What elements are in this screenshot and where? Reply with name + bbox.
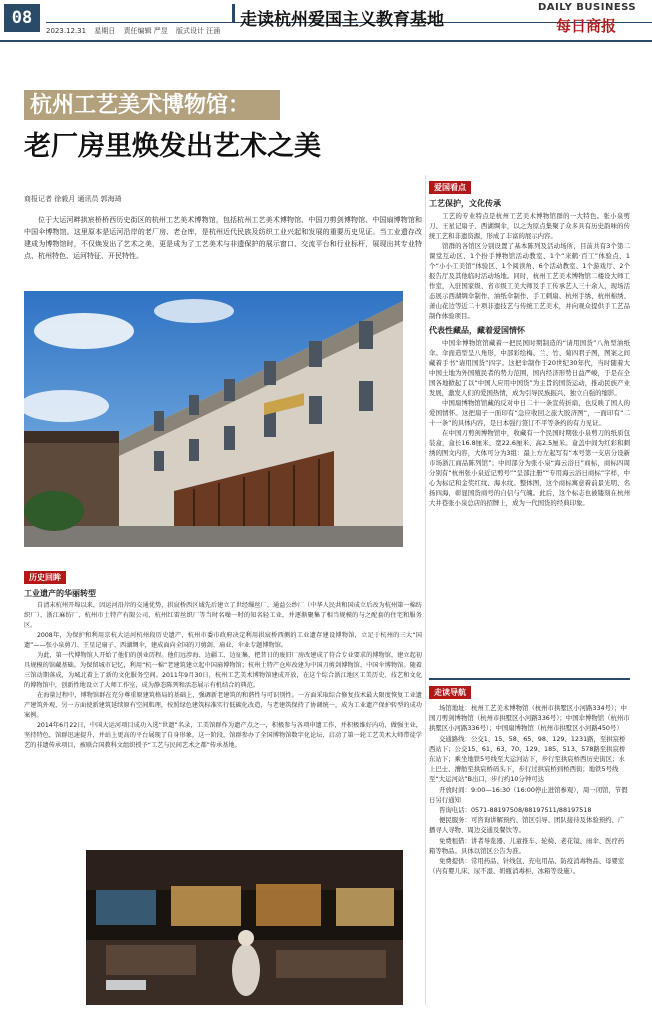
article-headline: 老厂房里焕发出艺术之美 [24, 131, 321, 162]
guide-services: 便民服务：可咨询讲解预约、馆区引导、团队接待及体验预约、广播寻人寻物、周边交通及餐饮等。 [429, 816, 625, 835]
issue-meta [46, 26, 226, 36]
guide-body [429, 703, 630, 876]
feature-paragraph: 中国伞博物馆馆藏着一把民国时期制造的“请用国货”八角型油纸伞。伞面造型呈八角形，中部彩绘梅、兰、竹、菊四君子图，图案之间藏着手书“请用国货”四字。这把伞制作于20世纪30年代，当时随着大中国土地为外国殖民者的势力范围，国内经济形势日益严峻，于是在全国各地掀起了以“中国人应用中国货”为主旨的国货运动，推动民族产业发展，激发人们的爱国热情，成为引导民族振兴、独立自强的缩影。 [429, 339, 630, 397]
issue-date: 2023.12.31 [46, 27, 87, 35]
museum-building-photo [24, 291, 403, 547]
article-lead: 位于大运河畔拱宸桥桥西历史街区的杭州工艺美术博物馆，包括杭州工艺美术博物馆、中国刀剪剑博物馆、中国扇博物馆和中国伞博物馆。这里原本是运河沿岸的老厂房、老仓库，是杭州近代民族及纺织工业兴起和发展的重要历史见证。当工业遗存改建成为博物馆时，不仅焕发出了艺术之美，更是成为了工艺美术与非遗保护的展示窗口、交流平台和行业标杆，展现出其专业特点、杭州特色、运河特征、开民特性。 [24, 216, 422, 260]
designer-credit: 版式设计 汪涌 [176, 27, 221, 35]
article-kicker: 杭州工艺美术博物馆： [24, 90, 280, 120]
issue-weekday: 星期日 [94, 27, 116, 35]
brand-logo: 每日商报 [556, 17, 617, 35]
title-accent-bar [232, 4, 235, 22]
brand-english: DAILY BUSINESS [538, 2, 637, 13]
feature-section2-title: 代表性藏品，藏着爱国情怀 [429, 326, 525, 335]
page-header [0, 0, 652, 40]
feature-paragraph: 工艺的专业特点是杭州工艺美术博物馆群的一大特色。张小泉剪刀、王星记扇子、西湖绸伞，以之为原点集聚了众多具有历史韵味的传统工艺和非遗资源，形成了丰富的展示内容。 [429, 212, 630, 240]
guide-phone: 咨询电话：0571-88197508/88197511/88197518 [439, 806, 592, 815]
guide-free-supplies: 免费提供：常用药品、针线包、充电用品、防疫消毒物品、母婴室（内有婴儿床、尿不湿、奶瓶消毒柜、冰箱等设施）。 [429, 857, 625, 876]
feature-paragraph: 中国扇博物馆馆藏的反对中日二十一条宣传折扇，也反映了国人的爱国情怀。这把扇子一面印有“急应收回之旅大胶济图”，一面印有“二十一条”的具体内容，是日本强行签订不平等条约的有力见证。 [429, 399, 630, 427]
guide-address: 场馆地址：杭州工艺美术博物馆（杭州市拱墅区小河路334号）；中国刀剪剑博物馆（杭州市拱墅区小河路336号）；中国伞博物馆（杭州市拱墅区小河路336号）；中国扇博物馆（杭州市拱墅区小河路450号） [429, 704, 630, 733]
guide-transport: 交通路线：公交1、15、58、65、98、129、1231路，至拱宸桥西站下；公交15、61、63、70、129、185、513、578路至拱宸桥东站下；乘坐地铁5号线至大运河站下，步行至拱宸桥西历史街区；水上巴士、漕舫至拱宸桥码头下，步行过拱宸桥到桥西街；地铁5号线至“大运河站”B出口，步行约10分钟可达 [429, 734, 626, 784]
column-title: 走读杭州爱国主义教育基地 [240, 10, 444, 30]
feature-paragraph: 在中国刀剪剑博物馆中，收藏有一个民国时期张小泉剪刀的纸质包装盒，盒长16.8厘米、宽22.6厘米、高2.5厘米。盒盖中间为红彩和刺绣的图文内容，大体可分为3组：最上方左起写有“本号第一支店分设新市场浙江商品陈列馆”；中间部分为张小泉“海云浴日”商标，商标四周分别有“杭州张小泉近记剪号”“呈部注册”“专用海云浴日商标”字样，中心为标记和金奖红纹、海水纹。整体图，这个商标寓意着前景光明、名扬四海，彰显国货商号的自信与气魄。此后，这个标志也被镂刻在杭州大井巷张小泉总店的招牌上，成为一代国货的经典印象。 [429, 429, 630, 507]
feature-section [429, 175, 630, 508]
history-paragraph: 2014年6月22日，中国大运河项目成功入选“世遗”名录，工美馆群作为遗产点之一，积极参与各项申遗工作，并积极维好内功，做强主业，坚持特色，馆群迅速提升，并站上更高的平台展现了自身形象。这一阶段，馆群参办了全国博物馆数字化论坛，启动了第一轮工艺美术大师带徒学艺的非遗传承项目，被联合国教科文组织授予“工艺与民间艺术之都”传承基地。 [24, 722, 422, 749]
feature-section1-title: 工艺保护，文化传承 [429, 199, 501, 208]
feature-paragraph: 馆群的各馆区分别设置了基本陈列及活动场所，目前共有3个第二课堂互动区、1个扮手博物馆活动教室、1个“来鹤·百工”体验点、1个“小小工美馆”体验区、1个阅读角、6个活动教室、1个游戏厅、2个报告厅及其他临时活动场地。同时，杭州工艺美术博物馆二楼设大师工作室，入驻国家级、省市级工美大师及手工传承艺人三十余人，现场活态展示西湖绸伞制作、油纸伞制作、手工刺扇、杭州手绣、杭州棉绣、萧山花边等近二十项非遗技艺与传统工艺美术，并向观众提供手工艺品制作体验项目。 [429, 242, 630, 320]
feature-tag: 爱国看点 [429, 181, 471, 194]
guide-hours: 开放时间：9:00—16:30（16:00停止进馆参观），周一闭馆，节假日另行通知 [429, 785, 628, 804]
history-paragraph: 自清末杭州开埠以来，因运河沿岸的交通优势，拱宸桥西区域先后建立了世经缫丝厂、通益公纱厂（中华人民共和国成立后改为杭州第一棉纺织厂）、浙江麻纺厂、杭州市土特产有限公司、杭州红雷丝织厂等当时名噪一时的知名轻工业，并逐渐聚集了相当规模的与之配套的住宅和服务区。 [24, 602, 422, 629]
exhibition-hall-photo [86, 850, 403, 1005]
page-number: 08 [4, 4, 40, 32]
history-paragraph: 2008年，为保护和利用京杭大运河杭州段历史遗产，杭州市委市政府决定利用拱宸桥西侧的工业遗存建设博物馆，立足于杭州的三大“国遗”——张小泉剪刀、王星记扇子、西湖绸伞，建成面向全国的刀剪剑、扇业、伞业专题博物馆。 [24, 632, 422, 649]
history-title: 工业遗产的华丽转型 [24, 589, 96, 598]
article-byline: 商报记者 徐毅月 通讯员 郭海琦 [24, 195, 122, 203]
history-paragraph: 为此，第一代博物馆人开始了他们的创业历程。他们远涉海、边疆工、边征集，把昔日的废旧厂房改建成了符合专业要求的博物馆，建立起初具规模的馆藏基础。为保留城市记忆，利用“杭一棉”老建筑建立起中国扇博物馆；杭州土特产仓库改建为中国刀剪剑博物馆、中国伞博物馆。随着三馆动期落成，为城北着上了新的文化服务空间。2011年9月30日，杭州工艺美术博物馆建成开放，在这个综合浙江地区工美历史、技艺和文化的博物馆中，创新性地设立了大师工作室，成为静态陈列和活态展示有机结合的典范。 [24, 652, 422, 689]
guide-tag: 走读导航 [429, 686, 471, 699]
history-paragraph: 在海量过程中，博物馆群在充分尊重原建筑格局的基础上，强调新老建筑的和谐性与可识别性。一方面采取综合修复技术最大限度恢复工业遗产建筑外观，另一方面使新建筑延续原有空间肌理，按照绿色建筑标准实行低碳化改造，与老建筑保持了协调统一，成为工业遗产保护转型的成功案例。 [24, 692, 422, 719]
header-bottom-rule [0, 40, 652, 42]
history-tag: 历史回眸 [24, 571, 66, 584]
editor-credit: 责任编辑 严昱 [123, 27, 168, 35]
guide-rentals: 免费租借：讲者导览器、儿童推车、轮椅、老花镜、雨伞、医疗药箱等物品。具体以馆区公告为准。 [429, 836, 625, 855]
column-divider [425, 175, 426, 1005]
history-section [24, 565, 422, 751]
visit-guide [429, 678, 630, 1010]
